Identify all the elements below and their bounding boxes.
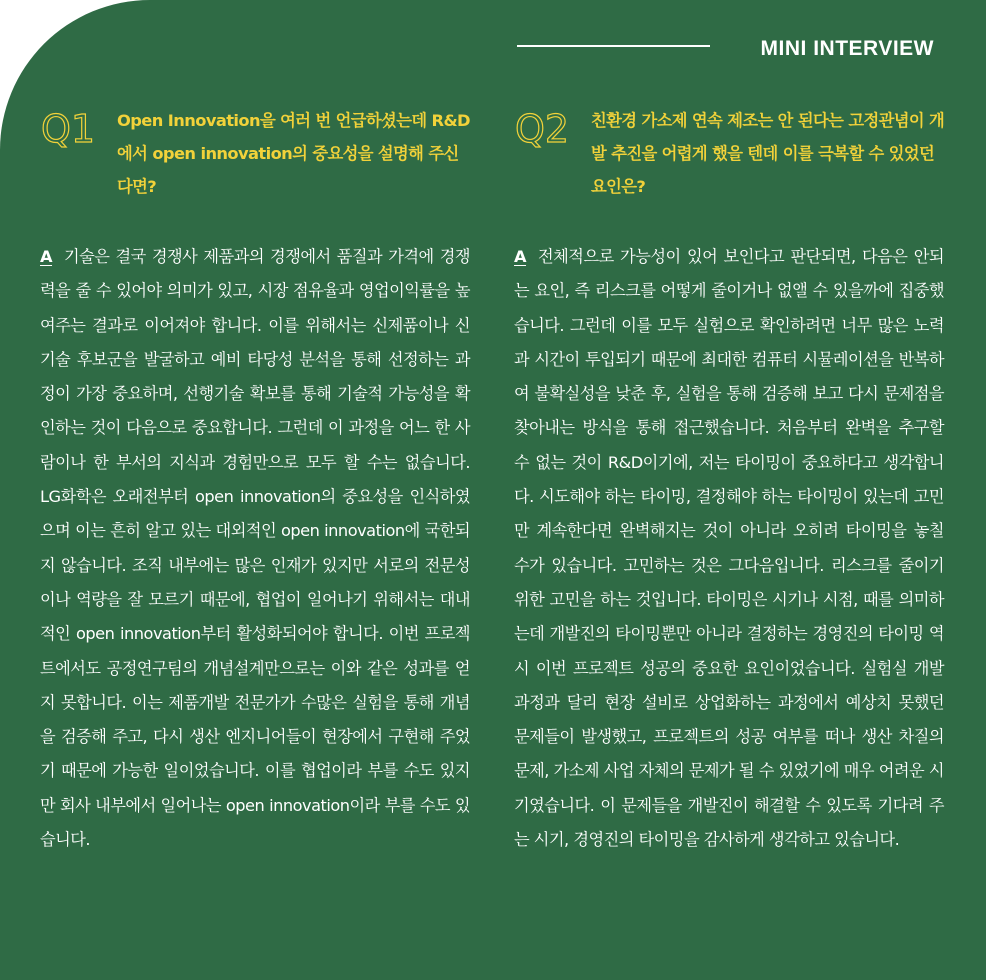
q1-answer-mark: A xyxy=(40,247,53,266)
q1-answer-text: 기술은 결국 경쟁사 제품과의 경쟁에서 품질과 가격에 경쟁력을 줄 수 있어야 의미가 있고, 시장 점유율과 영업이익률을 높여주는 결과로 이어져야 합니다. 이를 위해서는 신제품이나 신기술 후보군을 발굴하고 예비 타당성 분석을 통해 선정하는 과정이 가장 중요하며, 선행기술 확보를 통해 기술적 가능성을 확인하는 것이 다음으로 중요합니다. 그런데 이 과정을 어느 한 사람이나 한 부서의 지식과 경험만으로 모두 할 수는 없습니다. LG화학은 오래전부터 open innovation의 중요성을 인식하였으며 이는 흔히 알고 있는 대외적인 open innovation에 국한되지 않습니다. 조직 내부에는 많은 인재가 있지만 서로의 전문성이나 역량을 잘 모르기 때문에, 협업이 일어나기 위해서는 대내적인 open innovation부터 활성화되어야 합니다. 이번 프로젝트에서도 공정연구팀의 개념설계만으로는 이와 같은 성과를 얻지 못합니다. 이는 제품개발 전문가가 수많은 실험을 통해 개념을 검증해 주고, 다시 생산 엔지니어들이 현장에서 구현해 주었기 때문에 가능한 일이었습니다. 이를 협업이라 부를 수도 있지만 회사 내부에서 일어나는 open innovation이라 부를 수도 있습니다. xyxy=(40,247,470,850)
header-rule xyxy=(517,45,710,47)
q1-number-outline xyxy=(40,108,106,148)
q1-number-text: Q1 xyxy=(41,108,96,148)
q2-answer xyxy=(514,240,944,857)
q2-answer-text: 전체적으로 가능성이 있어 보인다고 판단되면, 다음은 안되는 요인, 즉 리스크를 어떻게 줄이거나 없앨 수 있을까에 집중했습니다. 그런데 이를 모두 실험으로 확인하려면 너무 많은 노력과 시간이 투입되기 때문에 최대한 컴퓨터 시뮬레이션을 반복하여 불확실성을 낮춘 후, 실험을 통해 검증해 보고 다시 문제점을 찾아내는 방식을 통해 접근했습니다. 처음부터 완벽을 추구할 수 없는 것이 R&D이기에, 저는 타이밍이 중요하다고 생각합니다. 시도해야 하는 타이밍, 결정해야 하는 타이밍이 있는데 고민만 계속한다면 완벽해지는 것이 아니라 오히려 타이밍을 놓칠 수가 있습니다. 고민하는 것은 그다음입니다. 리스크를 줄이기 위한 고민을 하는 것입니다. 타이밍은 시기나 시점, 때를 의미하는데 개발진의 타이밍뿐만 아니라 결정하는 경영진의 타이밍 역시 이번 프로젝트 성공의 중요한 요인이었습니다. 실험실 개발 과정과 달리 현장 설비로 상업화하는 과정에서 예상치 못했던 문제들이 발생했고, 프로젝트의 성공 여부를 떠나 생산 차질의 문제, 가소제 사업 자체의 문제가 될 수 있었기에 매우 어려운 시기였습니다. 이 문제들을 개발진이 해결할 수 있도록 기다려 주는 시기, 경영진의 타이밍을 감사하게 생각하고 있습니다. xyxy=(514,247,944,850)
q2-column xyxy=(514,104,944,857)
q2-answer-mark: A xyxy=(514,247,527,266)
q2-number-outline xyxy=(514,108,580,148)
q1-column xyxy=(40,104,470,857)
q1-answer xyxy=(40,240,470,857)
q1-question: Open Innovation을 여러 번 언급하셨는데 R&D에서 open innovation의 중요성을 설명해 주신다면? xyxy=(117,111,470,196)
q1-block xyxy=(40,104,470,229)
q2-number-text: Q2 xyxy=(515,108,570,148)
section-title: MINI INTERVIEW xyxy=(760,37,934,60)
section-header xyxy=(517,37,942,70)
q2-question: 친환경 가소제 연속 제조는 안 된다는 고정관념이 개발 추진을 어렵게 했을 텐데 이를 극복할 수 있었던 요인은? xyxy=(591,111,945,196)
q2-block xyxy=(514,104,944,229)
